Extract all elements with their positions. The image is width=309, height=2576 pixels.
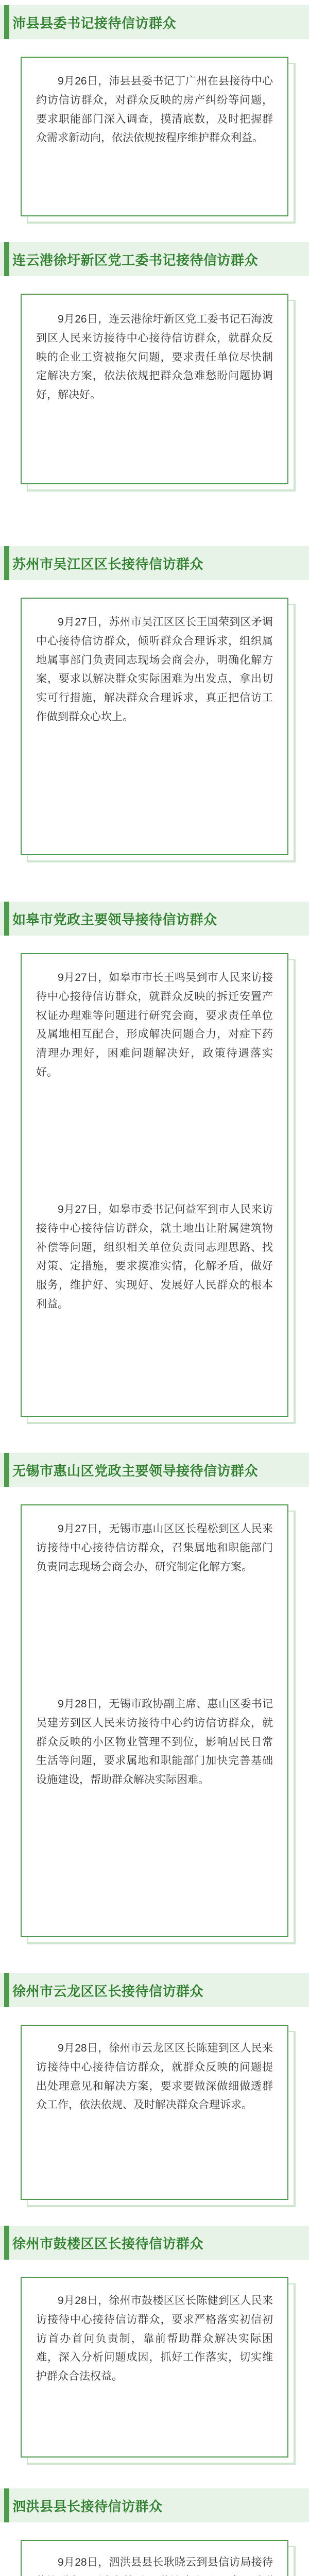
section-title: 如皋市党政主要领导接待信访群众 [12, 911, 217, 927]
section-title: 徐州市鼓楼区区长接待信访群众 [12, 2235, 204, 2251]
section-wujiang [0, 546, 309, 876]
header-accent-bar [4, 1453, 9, 1487]
paragraph: 9月28日，徐州市鼓楼区区长陈健到区人民来访接待中心接待信访群众，要求严格落实初信初访首办首问负责制，靠前帮助群众解决实际困难，深入分析问题成因，抓好工作落实，切实维护群众合法权益。 [36, 2295, 273, 2382]
section-header [0, 242, 309, 276]
section-title: 无锡市惠山区党政主要领导接待信访群众 [12, 1463, 259, 1479]
section-header [0, 2226, 309, 2260]
section-title: 苏州市吴江区区长接待信访群众 [12, 556, 204, 572]
header-accent-bar [4, 546, 9, 580]
header-accent-bar [4, 2488, 9, 2522]
section-header [0, 5, 309, 39]
paragraph: 9月26日，沛县县委书记丁广州在县接待中心约访信访群众，对群众反映的房产纠纷等问题，要求职能部门深入调查，摸清底数，及时把握群众需求新动向，依法依规按程序维护群众利益。 [36, 75, 273, 144]
section-title: 连云港徐圩新区党工委书记接待信访群众 [12, 252, 259, 268]
section-rugao [0, 902, 309, 1432]
paragraph: 9月27日，苏州市吴江区区长王国荣到区矛调中心接待信访群众，倾听群众合理诉求，组织属地属事部门负责同志现场会商会办，明确化解方案，要求以解决群众实际困难为出发点，拿出切实可行措施，解决群众合理诉求，真正把信访工作做到群众心坎上。 [36, 616, 273, 723]
paragraph: 9月28日，徐州市云龙区区长陈建到区人民来访接待中心接待信访群众，就群众反映的问题提出处理意见和解决方案，要求要做深做细做透群众工作，依法依规、及时解决群众合理诉求。 [36, 2042, 273, 2111]
section-header [0, 546, 309, 580]
header-accent-bar [4, 2226, 9, 2260]
section-huishan [0, 1453, 309, 1947]
section-header [0, 2488, 309, 2522]
section-lianyungang [0, 242, 309, 515]
section-gulou [0, 2226, 309, 2478]
section-title: 徐州市云龙区区长接待信访群众 [12, 1983, 204, 1999]
header-accent-bar [4, 902, 9, 936]
paragraph: 9月27日，如皋市委书记何益军到市人民来访接待中心接待信访群众，就土地出让附属建筑物补偿等问题，组织相关单位负责同志理思路、找对策、定措施，要求摸准实情，化解矛盾，做好服务，维护好、实现好、发展好人民群众的根本利益。 [36, 1204, 273, 1310]
section-header [0, 902, 309, 936]
paragraph: 9月28日，泗洪县县长耿晓云到县信访局接待 [58, 2556, 273, 2568]
header-accent-bar [4, 1973, 9, 2007]
paragraph: 9月27日，如皋市市长王鸣昊到市人民来访接待中心接待信访群众，就群众反映的拆迁安置产权证办理难等问题进行研究会商，要求责任单位及属地相互配合，形成解决问题合力，对症下药清理办理好，困难问题解决好，政策待遇落实好。 [36, 972, 273, 1078]
section-peixian [0, 0, 309, 242]
header-accent-bar [4, 242, 9, 276]
paragraph: 9月28日，无锡市政协副主席、惠山区委书记吴建芳到区人民来访接待中心约访信访群众，就群众反映的小区物业管理不到位，影响居民日常生活等问题，要求属地和职能部门加快完善基础设施建设，帮助群众解决实际困难。 [36, 1698, 273, 1786]
header-accent-bar [4, 5, 9, 39]
section-sihong [0, 2488, 309, 2576]
section-header [0, 1453, 309, 1487]
paragraph: 9月26日，连云港徐圩新区党工委书记石海波到区人民来访接待中心接待信访群众，就群众反映的企业工资被拖欠问题，要求责任单位尽快制定解决方案，依法依规把群众急难愁盼问题协调好，解决好。 [36, 313, 273, 401]
paragraph: 9月27日，无锡市惠山区区长程松到区人民来访接待中心接待信访群众，召集属地和职能部门负责同志现场会商会办，研究制定化解方案。 [36, 1523, 273, 1573]
section-title: 泗洪县县长接待信访群众 [12, 2498, 163, 2514]
section-header [0, 1973, 309, 2007]
section-yunlong [0, 1973, 309, 2215]
section-title: 沛县县委书记接待信访群众 [12, 15, 177, 31]
